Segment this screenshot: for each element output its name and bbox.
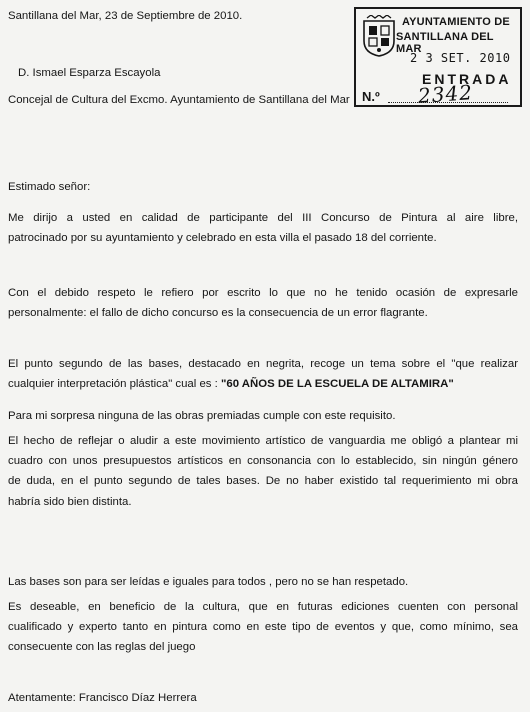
stamp-issuer-line-1: AYUNTAMIENTO DE <box>402 16 510 28</box>
paragraph-5 <box>8 431 518 512</box>
coat-of-arms-icon <box>362 15 396 57</box>
recipient-name: D. Ismael Esparza Escayola <box>18 67 161 79</box>
closing-signature: Atentamente: Francisco Díaz Herrera <box>8 692 197 704</box>
paragraph-1-line-2: patrocinado por su ayuntamiento y celebrado en esta villa el pasado 18 del corriente. <box>8 232 437 245</box>
paragraph-2-line-2: personalmente: el fallo de dicho concurso es la consecuencia de un error flagrante. <box>8 307 428 320</box>
paragraph-7 <box>8 597 518 658</box>
paragraph-3-line-2 <box>8 374 518 394</box>
paragraph-5-line-3: de duda, en el punto segundo de tales bases. De no haber existido tal requerimiento mi obra <box>8 475 518 488</box>
stamp-entry-label: ENTRADA <box>422 71 512 87</box>
paragraph-2 <box>8 283 518 323</box>
paragraph-3-line-2-text: cualquier interpretación plástica" cual es : <box>8 378 221 391</box>
paragraph-2-line-1: Con el debido respeto le refiero por escrito lo que no he tenido ocasión de expresarle <box>8 287 518 299</box>
paragraph-6: Las bases son para ser leídas e iguales para todos , pero no se han respetado. <box>8 576 409 588</box>
recipient-title: Concejal de Cultura del Excmo. Ayuntamiento de Santillana del Mar <box>8 94 350 106</box>
salutation: Estimado señor: <box>8 181 91 193</box>
paragraph-5-line-4: habría sido bien distinta. <box>8 495 132 508</box>
stamp-issuer-line-2: SANTILLANA DEL MAR <box>396 31 494 55</box>
place-date: Santillana del Mar, 23 de Septiembre de 2010. <box>8 10 243 22</box>
stamp-number-label: N.º <box>362 89 380 104</box>
stamp-date: 2 3 SET. 2010 <box>410 51 511 65</box>
registration-stamp <box>354 7 522 107</box>
paragraph-1-line-1: Me dirijo a usted en calidad de participante del III Concurso de Pintura al aire libre, <box>8 212 518 224</box>
paragraph-5-line-1: El hecho de reflejar o aludir a este movimiento artístico de vanguardia me obligó a plantear mi <box>8 435 518 447</box>
stamp-handwritten-number: 2342 <box>417 80 474 108</box>
paragraph-7-line-1: Es deseable, en beneficio de la cultura, que en futuras ediciones cuenten con personal <box>8 601 518 613</box>
paragraph-4: Para mi sorpresa ninguna de las obras premiadas cumple con este requisito. <box>8 410 396 422</box>
competition-theme: "60 AÑOS DE LA ESCUELA DE ALTAMIRA" <box>221 378 454 391</box>
paragraph-3-line-1: El punto segundo de las bases, destacado en negrita, recoge un tema sobre el "que realizar <box>8 358 518 370</box>
paragraph-5-line-2: cuadro con unos presupuestos artísticos en consonancia con lo establecido, sin ningún género <box>8 455 518 468</box>
paragraph-7-line-3: consecuente con las reglas del juego <box>8 641 196 654</box>
paragraph-7-line-2: cualificado y experto tanto en pintura como en este tipo de eventos y que, como mínimo, sea <box>8 621 518 634</box>
paragraph-1 <box>8 208 518 248</box>
paragraph-3 <box>8 354 518 394</box>
